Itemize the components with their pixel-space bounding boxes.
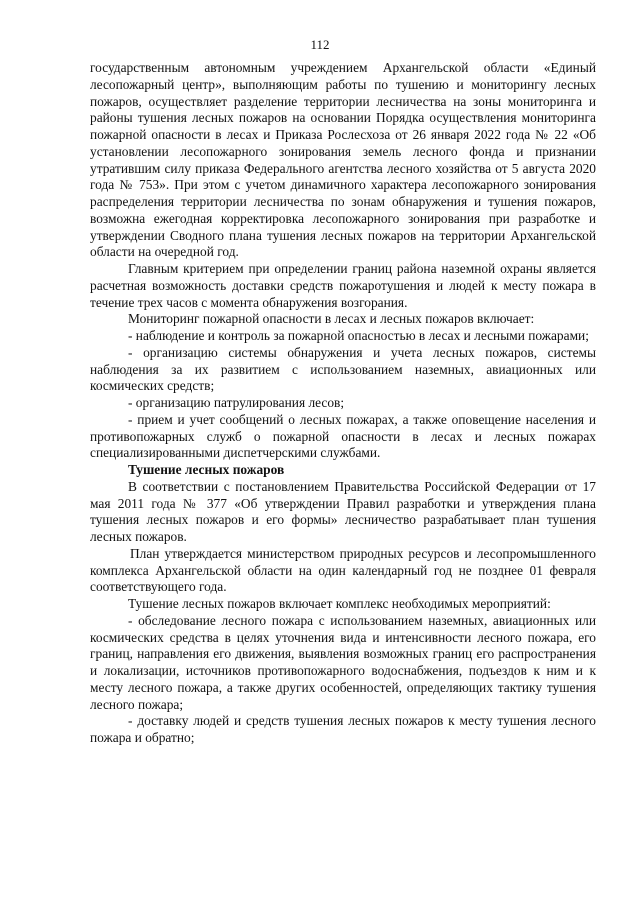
paragraph-firefighting-intro: Тушение лесных пожаров включает комплекс необходимых мероприятий: xyxy=(128,596,551,611)
list-item-patrolling: - организацию патрулирования лесов; xyxy=(128,395,345,410)
paragraph-main-criterion: Главным критерием при определении границ района наземной охраны является расчетная возможность доставки средств пожаротушения и людей к месту пожара в течение трех часов с момента обнаружения возгорания. xyxy=(90,261,596,310)
section-heading: Тушение лесных пожаров xyxy=(128,462,285,477)
page-number: 112 xyxy=(310,37,330,52)
list-item-survey: - обследование лесного пожара с использованием наземных, авиационных или космических средства в целях уточнения вида и интенсивности лесного пожара, его границ, направления его движения, выявления возможных границ его распространения и локализации, источников противопожарного водоснабжения, подъездов к ним и к месту лесного пожара, а также других особенностей, определяющих тактику тушения лесного пожара; xyxy=(90,612,596,712)
list-item-detection-system: - организацию системы обнаружения и учета лесных пожаров, системы наблюдения за их развитием с использованием наземных, авиационных или космических средств; xyxy=(90,344,596,394)
paragraph-monitoring-intro: Мониторинг пожарной опасности в лесах и лесных пожаров включает: xyxy=(128,311,535,327)
document-body xyxy=(90,60,596,747)
list-item-observation: - наблюдение и контроль за пожарной опасностью в лесах и лесными пожарами; xyxy=(128,328,589,343)
list-item-delivery: - доставку людей и средств тушения лесных пожаров к месту тушения лесного пожара и обратно; xyxy=(90,713,596,745)
paragraph-regulation: В соответствии с постановлением Правительства Российской Федерации от 17 мая 2011 года № 377 «Об утверждении Правил разработки и утверждения плана тушения лесных пожаров и его формы» лесничество разрабатывает план тушения лесных пожаров. xyxy=(90,478,596,544)
paragraph-zoning: государственным автономным учреждением Архангельской области «Единый лесопожарный центр», выполняющим работы по тушению и мониторингу лесных пожаров, осуществляет разделение территории лесничества на зоны мониторинга и районы тушения лесных пожаров на основании Порядка осуществления мониторинга пожарной опасности в лесах и Приказа Рослесхоза от 26 января 2022 года № 22 «Об установлении лесопожарного зонирования земель лесного фонда и признании утратившим силу приказа Федерального агентства лесного хозяйства от 5 августа 2020 года № 753». При этом с учетом динамичного характера лесопожарного зонирования распределения территории лесничества по зонам обнаружения и тушения пожаров, возможна ежегодная корректировка лесопожарного зонирования при разработке и утверждении Сводного плана тушения лесных пожаров на территории Архангельской области на очередной год. xyxy=(90,60,596,260)
paragraph-plan-approval: План утверждается министерством природных ресурсов и лесопромышленного комплекса Архангельской области на один календарный год не позднее 01 февраля соответствующего года. xyxy=(90,545,596,595)
list-item-reports: - прием и учет сообщений о лесных пожарах, а также оповещение населения и противопожарных служб о пожарной опасности в лесах и лесных пожарах специализированными диспетчерскими службами. xyxy=(90,411,596,461)
